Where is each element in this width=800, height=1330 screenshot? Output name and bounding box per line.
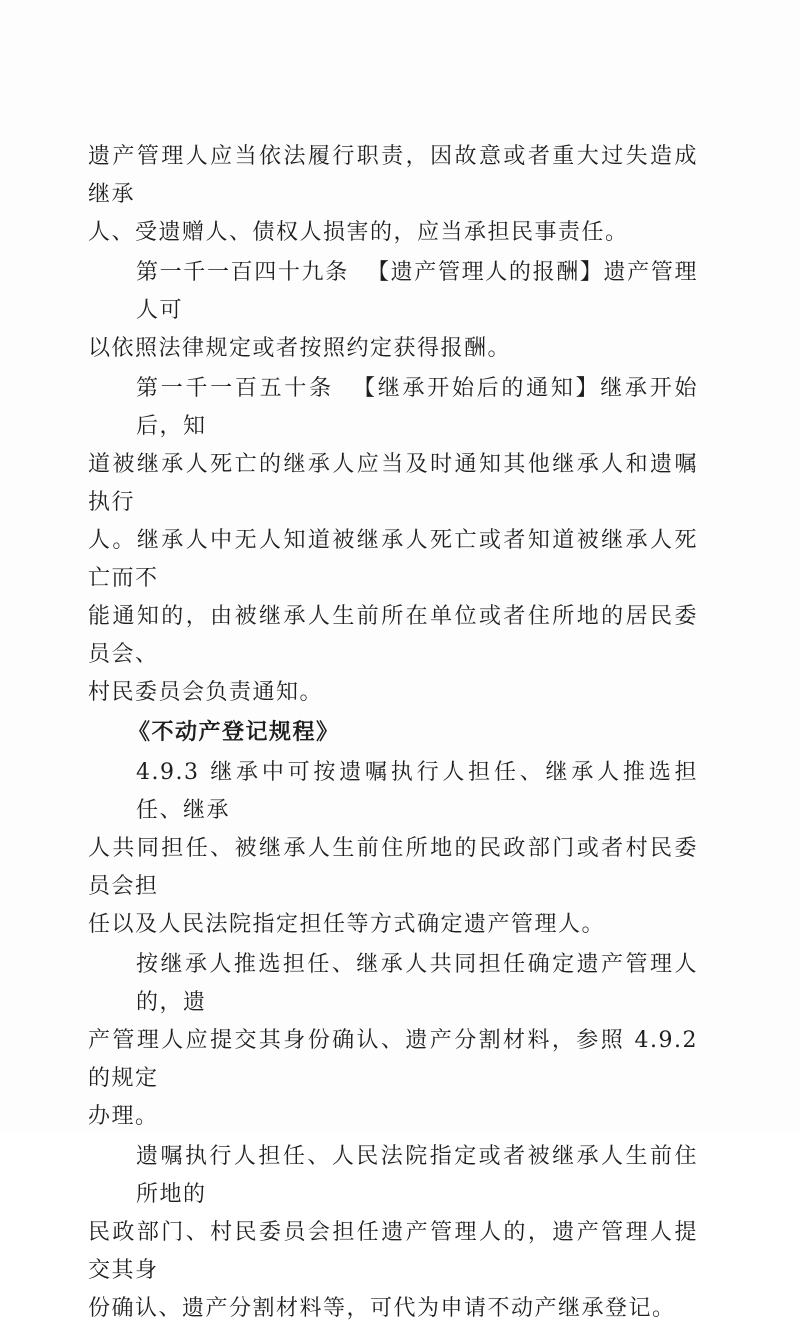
paragraph-rule-4-9-3 xyxy=(88,754,698,944)
text-line: 人。继承人中无人知道被继承人死亡或者知道被继承人死亡而不 xyxy=(88,528,698,591)
article-number: 第一千一百五十条 xyxy=(136,376,334,401)
text-line: 民政部门、村民委员会担任遗产管理人的，遗产管理人提交其身 xyxy=(88,1220,698,1283)
text-line: 以依照法律规定或者按照约定获得报酬。 xyxy=(88,336,512,361)
paragraph-manager-liability xyxy=(88,138,698,252)
article-number: 第一千一百四十九条 xyxy=(136,260,349,285)
document-body xyxy=(88,138,698,1330)
text-line: 份确认、遗产分割材料等，可代为申请不动产继承登记。 xyxy=(88,1296,676,1321)
text-line: 人、受遗赠人、债权人损害的，应当承担民事责任。 xyxy=(88,220,629,245)
text-line: 按继承人推选担任、继承人共同担任确定遗产管理人的，遗 xyxy=(136,952,698,1015)
text-line: 办理。 xyxy=(88,1104,159,1129)
paragraph-rule-elected xyxy=(88,946,698,1136)
paragraph-article-1150 xyxy=(88,370,698,712)
text-line: 人共同担任、被继承人生前住所地的民政部门或者村民委员会担 xyxy=(88,836,698,899)
text-line: 遗嘱执行人担任、人民法院指定或者被继承人生前住所地的 xyxy=(136,1144,698,1207)
section-heading: 《不动产登记规程》 xyxy=(128,720,340,745)
text-line: 道被继承人死亡的继承人应当及时通知其他继承人和遗嘱执行 xyxy=(88,452,698,515)
text-line: 4.9.3 继承中可按遗嘱执行人担任、继承人推选担任、继承 xyxy=(136,760,698,823)
paragraph-article-1149 xyxy=(88,254,698,368)
article-title-text: 【遗产管理人的报酬】遗产管理人可 xyxy=(136,260,698,323)
paragraph-rule-executor xyxy=(88,1138,698,1328)
article-title-text: 【继承开始后的通知】继承开始后，知 xyxy=(136,376,698,439)
text-line: 遗产管理人应当依法履行职责，因故意或者重大过失造成继承 xyxy=(88,144,698,207)
text-line: 村民委员会负责通知。 xyxy=(88,680,324,705)
text-line xyxy=(88,370,698,446)
text-line: 能通知的，由被继承人生前所在单位或者住所地的居民委员会、 xyxy=(88,604,698,667)
text-line: 任以及人民法院指定担任等方式确定遗产管理人。 xyxy=(88,912,606,937)
text-line xyxy=(88,254,698,330)
text-line: 产管理人应提交其身份确认、遗产分割材料，参照 4.9.2 的规定 xyxy=(88,1028,698,1091)
